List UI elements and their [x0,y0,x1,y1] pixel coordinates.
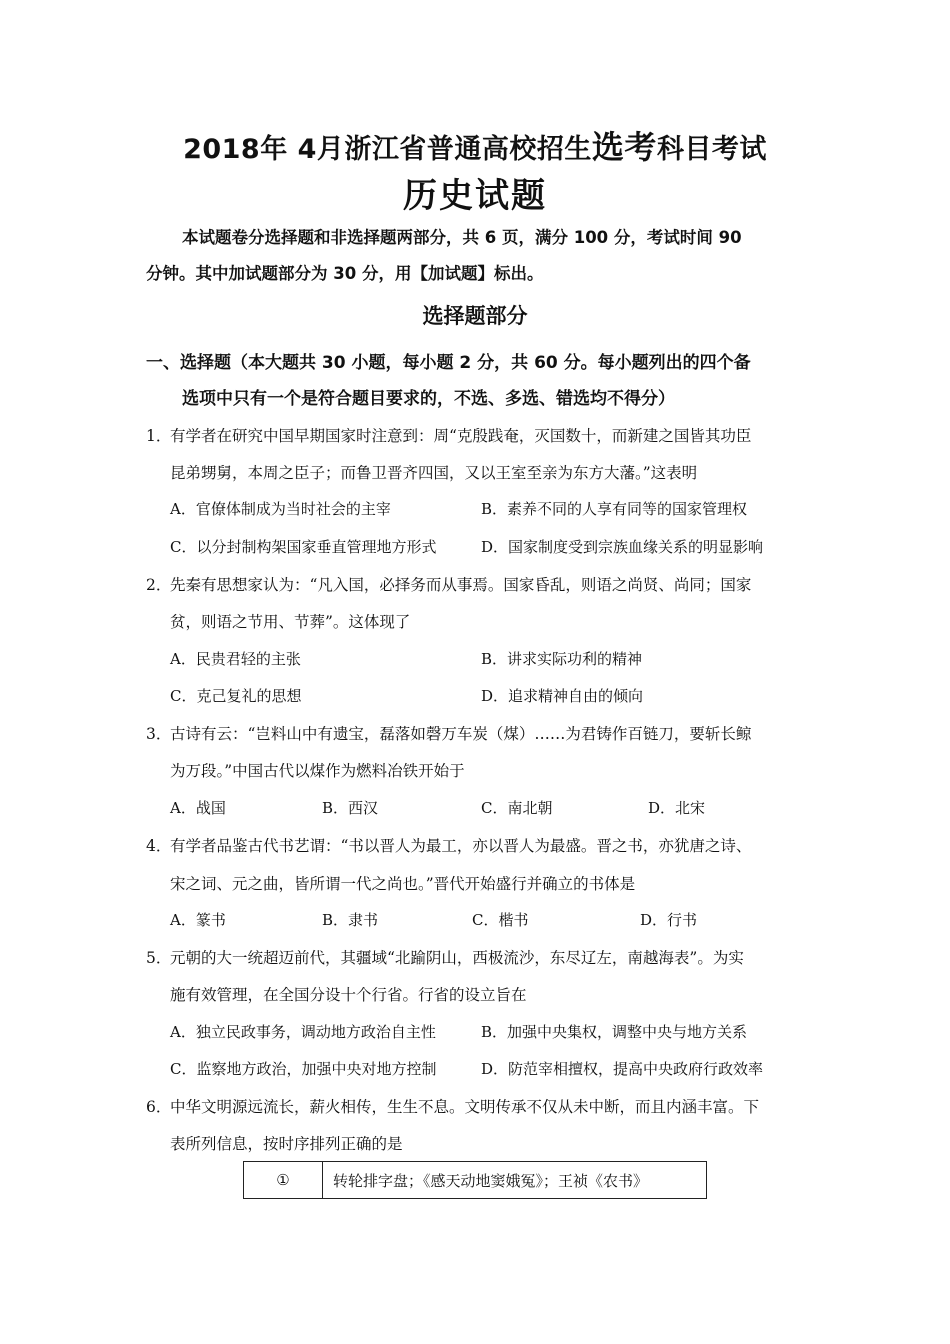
option-a: A．民贵君轻的主张 [170,650,301,668]
option-c: C．克己复礼的思想 [170,687,302,705]
question-text: 元朝的大一统超迈前代，其疆域“北踰阴山，西极流沙，东尽辽左，南越海表”。为实 [170,949,744,967]
intro-line: 本试题卷分选择题和非选择题两部分，共 6 页，满分 100 分，考试时间 90 [182,228,742,247]
part-heading: 选项中只有一个是符合题目要求的，不选、多选、错选均不得分） [182,389,675,409]
question-number: 2． [146,576,172,594]
exam-title [0,122,950,168]
option-b: B．素养不同的人享有同等的国家管理权 [481,500,748,518]
option-c: C．南北朝 [481,799,553,817]
option-b: B．隶书 [322,911,379,929]
title-part: 月浙江省普通高校招生 [316,134,592,165]
option-a: A．独立民政事务，调动地方政治自主性 [170,1023,436,1041]
question-text: 贫，则语之节用、节葬”。这体现了 [170,613,411,631]
question-text: 先秦有思想家认为：“凡入国，必择务而从事焉。国家昏乱，则语之尚贤、尚同；国家 [170,576,752,594]
question-number: 1． [146,427,172,445]
option-a: A．战国 [170,799,226,817]
option-c: C．楷书 [472,911,529,929]
question-text: 有学者品鉴古代书艺谓：“书以晋人为最工，亦以晋人为最盛。晋之书，亦犹唐之诗、 [170,837,752,855]
option-c: C．监察地方政治，加强中央对地方控制 [170,1060,437,1078]
title-emphasis: 选考 [591,128,657,166]
title-part: 年 [260,134,288,165]
option-d: D．行书 [640,911,698,929]
title-year: 2018 [183,134,261,165]
part-heading: 一、选择题（本大题共 30 小题，每小题 2 分，共 60 分。每小题列出的四个备 [146,353,751,373]
question-number: 5． [146,949,172,967]
question-text: 昆弟甥舅，本周之臣子；而鲁卫晋齐四国，又以王室至亲为东方大藩。”这表明 [170,464,698,482]
question-number: 3． [146,725,172,743]
question-text: 古诗有云：“岂料山中有遗宝，磊落如磬万车炭（煤）……为君铸作百链刀，要斩长鲸 [170,725,752,743]
section-title: 选择题部分 [422,304,528,328]
question-number: 6． [146,1098,172,1116]
table-cell-number: ① [244,1162,323,1199]
question-text: 有学者在研究中国早期国家时注意到：周“克殷践奄，灭国数十，而新建之国皆其功臣 [170,427,752,445]
title-month: 4 [297,134,317,165]
intro-line: 分钟。其中加试题部分为 30 分，用【加试题】标出。 [146,264,544,283]
option-a: A．篆书 [170,911,226,929]
option-b: B．西汉 [322,799,379,817]
question-text: 中华文明源远流长，薪火相传，生生不息。文明传承不仅从未中断，而且内涵丰富。下 [170,1098,760,1116]
chronology-table [243,1161,707,1199]
question-text: 宋之词、元之曲，皆所谓一代之尚也。”晋代开始盛行并确立的书体是 [170,875,636,893]
option-b: B．讲求实际功利的精神 [481,650,643,668]
table-row [244,1162,707,1199]
option-a: A．官僚体制成为当时社会的主宰 [170,500,391,518]
option-d: D．北宋 [648,799,706,817]
question-text: 表所列信息，按时序排列正确的是 [170,1135,403,1153]
question-number: 4． [146,837,172,855]
option-d: D．追求精神自由的倾向 [481,687,644,705]
question-text: 施有效管理，在全国分设十个行省。行省的设立旨在 [170,986,527,1004]
table-cell-text: 转轮排字盘；《感天动地窦娥冤》；王祯《农书》 [323,1162,707,1199]
option-d: D．国家制度受到宗族血缘关系的明显影响 [481,538,764,556]
option-d: D．防范宰相擅权，提高中央政府行政效率 [481,1060,764,1078]
option-b: B．加强中央集权，调整中央与地方关系 [481,1023,748,1041]
question-text: 为万段。”中国古代以煤作为燃料冶铁开始于 [170,762,465,780]
option-c: C．以分封制构架国家垂直管理地方形式 [170,538,437,556]
exam-subtitle: 历史试题 [403,176,547,216]
title-part: 科目考试 [656,134,767,165]
